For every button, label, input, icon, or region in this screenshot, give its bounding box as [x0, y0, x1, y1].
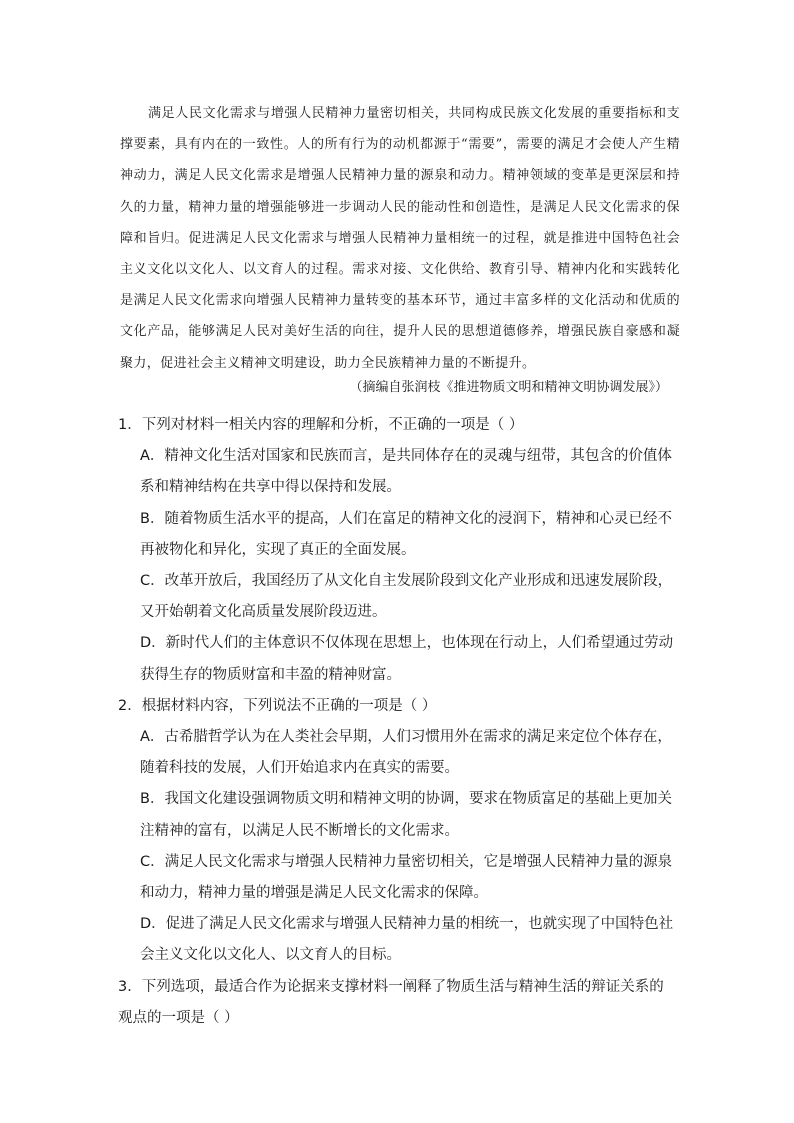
passage-paragraph: 满足人民文化需求与增强人民精神力量密切相关，共同构成民族文化发展的重要指标和支撑要素，具有内在的一致性。人的所有行为的动机都源于“需要”，需要的满足才会使人产生精神动力，满足人民文化需求是增强人民精神力量的源泉和动力。精神领域的变革是更深层和持久的力量，精神力量的增强能够进一步调动人民的能动性和创造性，是满足人民文化需求的保障和旨归。促进满足人民文化需求与增强人民精神力量相统一的过程，就是推进中国特色社会主义文化以文化人、以文育人的过程。需求对接、文化供给、教育引导、精神内化和实践转化是满足人民文化需求向增强人民精神力量转变的基本环节，通过丰富多样的文化活动和优质的文化产品，能够满足人民对美好生活的向往，提升人民的思想道德修养，增强民族自豪感和凝聚力，促进社会主义精神文明建设，助力全民族精神力量的不断提升。 [120, 106, 680, 371]
question-2 [118, 691, 678, 972]
question-3 [118, 972, 678, 1034]
option-a: A．精神文化生活对国家和民族而言，是共同体存在的灵魂与纽带，其包含的价值体系和精神结构在共享中得以保持和发展。 [140, 448, 672, 496]
option-d: D．促进了满足人民文化需求与增强人民精神力量的相统一，也就实现了中国特色社会主义文化以文化人、以文育人的目标。 [140, 916, 674, 964]
question-list [118, 410, 678, 1034]
option-b: B．我国文化建设强调物质文明和精神文明的协调，要求在物质富足的基础上更加关注精神的富有，以满足人民不断增长的文化需求。 [140, 791, 672, 839]
option-a: A．古希腊哲学认为在人类社会早期，人们习惯用外在需求的满足来定位个体存在，随着科技的发展，人们开始追求内在真实的需要。 [140, 729, 672, 777]
option-d: D．新时代人们的主体意识不仅体现在思想上，也体现在行动上，人们希望通过劳动获得生存的物质财富和丰盈的精神财富。 [140, 635, 674, 683]
question-1 [118, 410, 678, 691]
option-c: C．改革开放后，我国经历了从文化自主发展阶段到文化产业形成和迅速发展阶段，又开始朝着文化高质量发展阶段迈进。 [140, 573, 673, 621]
question-stem: 3．下列选项，最适合作为论据来支撑材料一阐释了物质生活与精神生活的辩证关系的观点的一项是（ ） [118, 978, 664, 1026]
passage-source: （摘编自张润枝《推进物质文明和精神文明协调发展》） [349, 380, 668, 395]
question-stem: 2．根据材料内容，下列说法不正确的一项是（ ） [118, 697, 437, 714]
option-b: B．随着物质生活水平的提高，人们在富足的精神文化的浸润下，精神和心灵已经不再被物化和异化，实现了真正的全面发展。 [140, 510, 672, 558]
question-stem: 1．下列对材料一相关内容的理解和分析，不正确的一项是（ ） [118, 417, 524, 433]
option-c: C．满足人民文化需求与增强人民精神力量密切相关，它是增强人民精神力量的源泉和动力，精神力量的增强是满足人民文化需求的保障。 [140, 853, 673, 902]
reading-passage [120, 98, 680, 379]
